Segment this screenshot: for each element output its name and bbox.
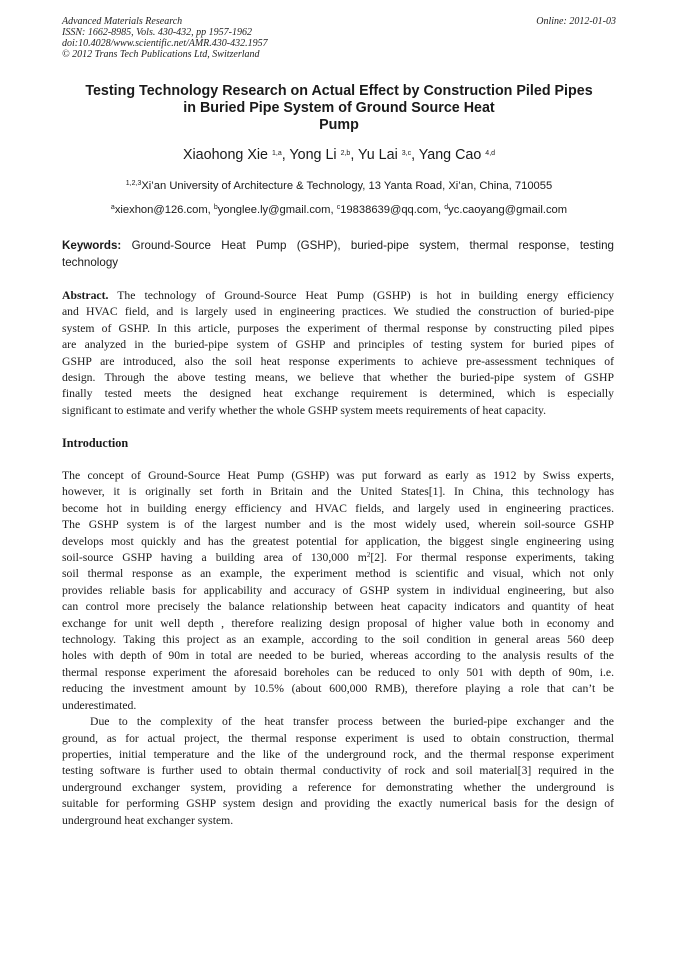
journal-name: Advanced Materials Research: [62, 16, 183, 27]
body-line: Due to the complexity of the heat transfer process between the buried-pipe exchanger and the: [90, 715, 614, 729]
body-line: become hot in building energy efficiency and HVAC fields, and largely used in engineering practices.: [62, 501, 614, 515]
journal-header: [62, 16, 616, 60]
keywords-text: Ground-Source Heat Pump (GSHP), buried-pipe system, thermal response, testing: [131, 239, 614, 252]
author-marker: 1,a: [272, 150, 282, 157]
email-marker: a: [110, 204, 115, 211]
body-line: properties, initial temperature and the like of the underground rock, and the thermal response experiment: [62, 747, 614, 761]
superscript: 2: [366, 551, 371, 560]
abstract-line: GSHP are introduced, also the soil heat response experiments to achieve pre-assessment techniques of: [62, 354, 614, 368]
keywords-section: [62, 237, 614, 271]
email-address[interactable]: 19838639@qq.com: [340, 204, 439, 216]
introduction-body: [62, 468, 614, 829]
body-line: ground, as for actual project, the thermal response experiment is used to obtain construction, thermal: [62, 731, 614, 745]
body-line: underestimated.: [62, 698, 137, 712]
keywords-line: technology: [62, 256, 119, 269]
online-date: Online: 2012-01-03: [536, 16, 616, 27]
author-marker: 4,d: [485, 150, 496, 157]
body-line: however, it is originally set forth in Britain and the United States[1]. In China, this technology has: [62, 485, 614, 499]
abstract-line: system of GSHP. In this article, purposes the experiment of thermal response by constructing piled pipes: [62, 321, 614, 335]
abstract-label: Abstract.: [62, 289, 109, 302]
abstract-text: The technology of Ground-Source Heat Pump (GSHP) is hot in building energy efficiency: [117, 289, 614, 302]
body-line: thermal response experiment the aforesaid boreholes can be reduced to only 501 with depth of 90m, i.e.: [62, 665, 614, 679]
abstract-line: [62, 288, 614, 304]
body-line: develops most quickly and has the greatest potential for application, the biggest single engineering using: [62, 534, 614, 548]
abstract-section: [62, 288, 614, 419]
author-list: Xiaohong Xie $^{1,a}$, Yong Li $^{2,b}$, Yu Lai $^{3,c}$, Yang Cao $^{4,d}$: [182, 147, 496, 163]
abstract-line: are analyzed in the buried-pipe system of GSHP and principles of testing system for buried pipes of: [62, 338, 614, 352]
author-name: Yu Lai: [358, 147, 398, 163]
email-address[interactable]: yonglee.ly@gmail.com: [217, 204, 331, 216]
author-name: Yang Cao: [418, 147, 482, 163]
copyright-line: © 2012 Trans Tech Publications Ltd, Switzerland: [62, 49, 260, 60]
body-line: provides reliable basis for applicability and accuracy of GSHP system in individual engineering, but also: [62, 583, 614, 597]
issn-line: ISSN: 1662-8985, Vols. 430-432, pp 1957-1962: [62, 27, 252, 38]
abstract-line: and HVAC field, and is largely used in engineering practices. We studied the construction of buried-pipe: [62, 305, 614, 319]
author-marker: 2,b: [340, 150, 351, 157]
author-name: Yong Li: [289, 147, 337, 163]
title-line: Pump: [319, 117, 359, 133]
body-line: reducing the investment amount by 10.5% (about 600,000 RMB), therefore playing a role that can’t be: [62, 682, 614, 696]
body-text: [2]. For thermal response experiments, taking: [370, 551, 615, 565]
body-line: underground exchanger system, providing a reference for demonstrating whether the underground is: [62, 780, 614, 794]
email-marker: c: [336, 204, 341, 211]
title-line: Testing Technology Research on Actual Effect by Construction Piled Pipes: [85, 83, 593, 99]
body-line: testing software is further used to obtain thermal conductivity of rock and soil material[3] required in the: [62, 764, 614, 778]
abstract-line: design. Through the above testing means, we believe that whether the buried-pipe system of GSHP: [62, 371, 614, 385]
body-text: soil-source GSHP having a building area of 130,000 m: [62, 551, 367, 565]
body-line: technology. Taking this project as an example, according to the soil condition in general areas 560 deep: [62, 633, 614, 647]
author-marker: 3,c: [401, 150, 412, 157]
author-name: Xiaohong Xie: [182, 147, 269, 163]
keywords-line: [62, 237, 614, 254]
body-line: exchange for unit well depth , therefore realizing design proposal of higher value both in economy and: [62, 616, 614, 630]
title-line: in Buried Pipe System of Ground Source Heat: [183, 100, 495, 116]
body-line: can control more precisely the balance relationship between heat capacity indicators and quantity of heat: [62, 600, 614, 614]
email-list: $^a$xiexhon@126.com, $^b$yonglee.ly@gmail.com, $^c$19838639@qq.com, $^d$yc.caoyang@gmail.com: [110, 204, 568, 216]
doi-line: doi:10.4028/www.scientific.net/AMR.430-432.1957: [62, 38, 268, 49]
abstract-line: finally tested meets the designed heat exchange requirement is determined, which is especially: [62, 387, 614, 401]
affiliation: [62, 179, 616, 193]
affiliation-marker: 1,2,3: [125, 180, 142, 187]
email-marker: b: [213, 204, 218, 211]
body-line: underground heat exchanger system.: [62, 813, 234, 827]
section-heading: Introduction: [62, 436, 129, 450]
body-line: holes with depth of 90m in total are needed to be buried, whereas according to the analysis results of the: [62, 649, 614, 663]
email-address[interactable]: yc.caoyang@gmail.com: [448, 204, 568, 216]
abstract-line: significant to estimate and verify whether the whole GSHP system meets requirements of heat capacity.: [62, 403, 547, 417]
affiliation-text: Xi’an University of Architecture & Technology, 13 Yanta Road, Xi’an, China, 710055: [141, 180, 553, 192]
body-line: soil thermal response as an example, the experiment method is scientific and visual, which not only: [62, 567, 614, 581]
email-marker: d: [444, 204, 449, 211]
body-line: [62, 550, 614, 566]
body-line: suitable for performing GSHP system design and providing the exactly numerical basis for the design of: [62, 797, 614, 811]
email-address[interactable]: xiexhon@126.com: [114, 204, 208, 216]
body-line: The concept of Ground-Source Heat Pump (GSHP) was put forward as early as 1912 by Swiss experts,: [62, 469, 614, 482]
body-line: The GSHP system is of the largest number and is the most widely used, wherein soil-source GSHP: [62, 518, 614, 532]
keywords-label: Keywords:: [62, 239, 122, 252]
paper-title: [62, 83, 616, 134]
